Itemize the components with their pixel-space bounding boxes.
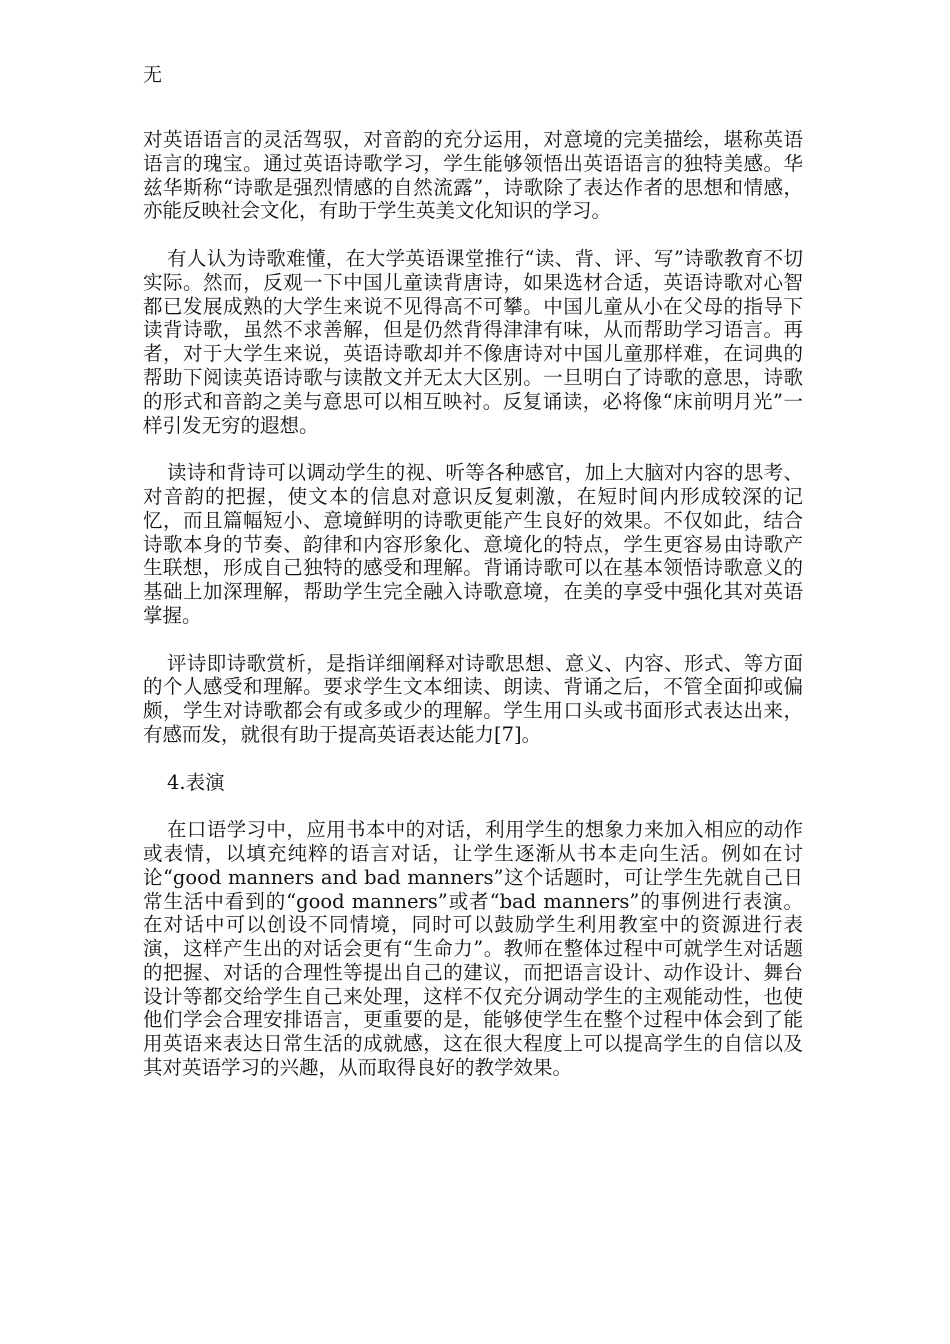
- section-heading: 4.表演: [167, 770, 225, 794]
- paragraph-3: 读诗和背诗可以调动学生的视、听等各种感官，加上大脑对内容的思考、对音韵的把握，使文本的信息对意识反复刺激，在短时间内形成较深的记忆，而且篇幅短小、意境鲜明的诗歌更能产生良好的效果。不仅如此，结合诗歌本身的节奏、韵律和内容形象化、意境化的特点，学生更容易由诗歌产生联想，形成自己独特的感受和理解。背诵诗歌可以在基本领悟诗歌意义的基础上加深理解，帮助学生完全融入诗歌意境，在美的享受中强化其对英语掌握。: [143, 461, 803, 627]
- paragraph-4: 评诗即诗歌赏析，是指详细阐释对诗歌思想、意义、内容、形式、等方面的个人感受和理解。要求学生文本细读、朗读、背诵之后，不管全面抑或偏颇，学生对诗歌都会有或多或少的理解。学生用口头或书面形式表达出来，有感而发，就很有助于提高英语表达能力[7]。: [143, 651, 803, 746]
- page-header: 无: [143, 64, 163, 86]
- paragraph-1: 对英语语言的灵活驾驭，对音韵的充分运用，对意境的完美描绘，堪称英语语言的瑰宝。通过英语诗歌学习，学生能够领悟出英语语言的独特美感。华兹华斯称“诗歌是强烈情感的自然流露”，诗歌除了表达作者的思想和情感，亦能反映社会文化，有助于学生英美文化知识的学习。: [143, 128, 803, 223]
- document-body: [143, 128, 803, 1104]
- paragraph-5: 在口语学习中，应用书本中的对话，利用学生的想象力来加入相应的动作或表情，以填充纯粹的语言对话，让学生逐渐从书本走向生活。例如在讨论“good manners and bad manners”这个话题时，可让学生先就自己日常生活中看到的“good manners”或者“bad manners”的事例进行表演。在对话中可以创设不同情境，同时可以鼓励学生利用教室中的资源进行表演，这样产生出的对话会更有“生命力”。教师在整体过程中可就学生对话题的把握、对话的合理性等提出自己的建议，而把语言设计、动作设计、舞台设计等都交给学生自己来处理，这样不仅充分调动学生的主观能动性，也使他们学会合理安排语言，更重要的是，能够使学生在整个过程中体会到了能用英语来表达日常生活的成就感，这在很大程度上可以提高学生的自信以及其对英语学习的兴趣，从而取得良好的教学效果。: [143, 818, 803, 1080]
- paragraph-2: 有人认为诗歌难懂，在大学英语课堂推行“读、背、评、写”诗歌教育不切实际。然而，反观一下中国儿童读背唐诗，如果选材合适，英语诗歌对心智都已发展成熟的大学生来说不见得高不可攀。中国儿童从小在父母的指导下读背诗歌，虽然不求善解，但是仍然背得津津有味，从而帮助学习语言。再者，对于大学生来说，英语诗歌却并不像唐诗对中国儿童那样难，在词典的帮助下阅读英语诗歌与读散文并无太大区别。一旦明白了诗歌的意思，诗歌的形式和音韵之美与意思可以相互映衬。反复诵读，必将像“床前明月光”一样引发无穷的遐想。: [143, 246, 803, 437]
